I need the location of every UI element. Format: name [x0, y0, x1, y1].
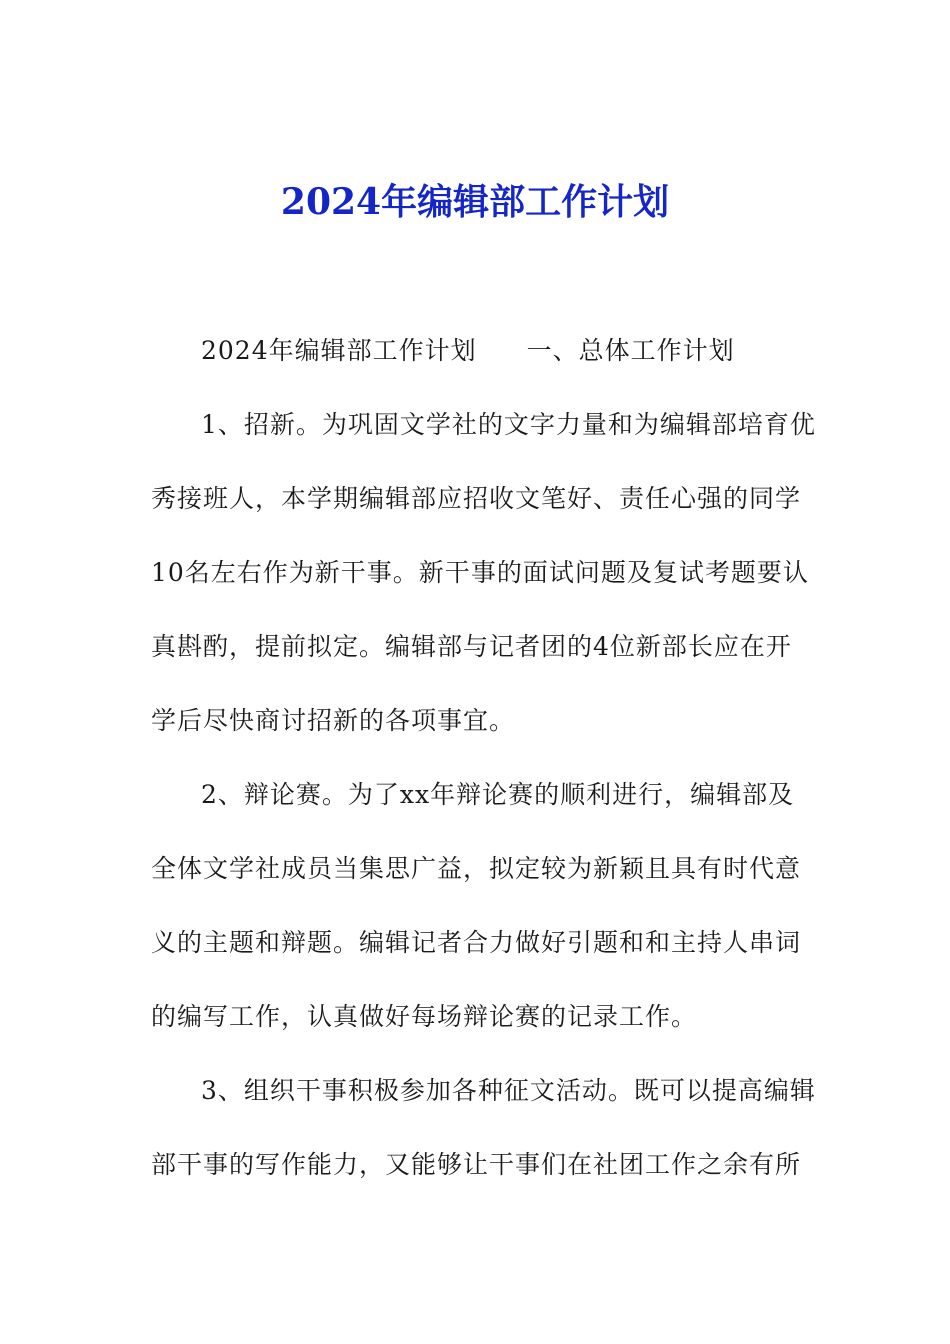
- body-line-11: 3、组织干事积极参加各种征文活动。既可以提高编辑: [201, 1076, 816, 1105]
- body-line-1: [201, 334, 735, 368]
- subtitle-text: 2024年编辑部工作计划: [201, 336, 477, 365]
- body-line-7: 2、辩论赛。为了xx年辩论赛的顺利进行，编辑部及: [201, 780, 795, 809]
- body-line-9: 义的主题和辩题。编辑记者合力做好引题和和主持人串词: [151, 928, 802, 957]
- body-line-2: 1、招新。为巩固文学社的文字力量和为编辑部培育优: [201, 410, 816, 439]
- body-line-5: 真斟酌，提前拟定。编辑部与记者团的4位新部长应在开: [151, 632, 792, 661]
- body-line-8: 全体文学社成员当集思广益，拟定较为新颖且具有时代意: [151, 854, 802, 883]
- body-line-12: 部干事的写作能力，又能够让干事们在社团工作之余有所: [151, 1150, 802, 1179]
- body-line-3: 秀接班人，本学期编辑部应招收文笔好、责任心强的同学: [151, 484, 802, 513]
- body-line-4: 10名左右作为新干事。新干事的面试问题及复试考题要认: [151, 558, 809, 587]
- body-line-6: 学后尽快商讨招新的各项事宜。: [151, 706, 516, 735]
- body-line-10: 的编写工作，认真做好每场辩论赛的记录工作。: [151, 1002, 698, 1031]
- document-title: 2024年编辑部工作计划: [280, 181, 670, 223]
- section-heading: 一、总体工作计划: [526, 336, 735, 365]
